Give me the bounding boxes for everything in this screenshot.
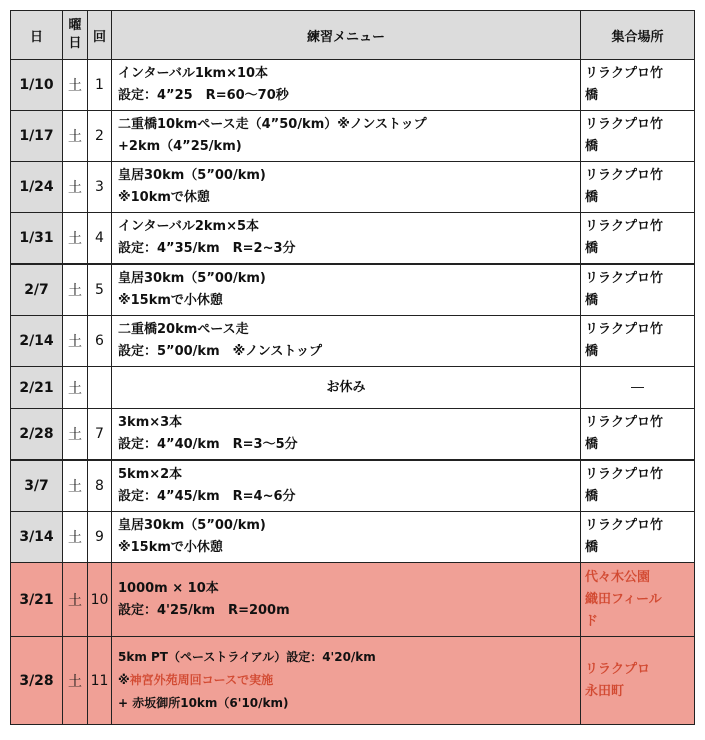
menu-cell bbox=[112, 162, 581, 213]
place-line: 橋 bbox=[585, 489, 599, 504]
date-cell: 2/14 bbox=[11, 316, 63, 367]
no-cell bbox=[88, 367, 112, 409]
place-line: リラクプロ竹 bbox=[585, 168, 664, 183]
menu-line: 皇居30km（5”00/km) bbox=[118, 518, 266, 533]
menu-cell bbox=[112, 637, 581, 725]
dow-cell: 土 bbox=[63, 60, 88, 111]
table-row bbox=[11, 60, 695, 111]
place-cell bbox=[581, 111, 695, 162]
menu-line: 5km PT（ペーストライアル）設定：4'20/km bbox=[118, 650, 376, 664]
header-dow-line2: 日 bbox=[68, 36, 82, 51]
no-cell: 3 bbox=[88, 162, 112, 213]
date-cell: 2/7 bbox=[11, 264, 63, 316]
place-line: 橋 bbox=[585, 190, 599, 205]
header-no: 回 bbox=[88, 11, 112, 60]
menu-line: 設定：5”00/km ※ノンストップ bbox=[118, 344, 322, 359]
place-cell bbox=[581, 409, 695, 461]
menu-line: 設定：4”25 R=60〜70秒 bbox=[118, 88, 289, 103]
menu-cell bbox=[112, 512, 581, 563]
header-place: 集合場所 bbox=[581, 11, 695, 60]
menu-line: 設定：4”45/km R=4~6分 bbox=[118, 489, 296, 504]
table-row bbox=[11, 460, 695, 512]
header-dow-line1: 曜 bbox=[68, 18, 82, 33]
menu-cell bbox=[112, 60, 581, 111]
date-cell: 1/17 bbox=[11, 111, 63, 162]
table-row bbox=[11, 409, 695, 461]
menu-note-red: 神宮外苑周回コースで実施 bbox=[129, 673, 274, 687]
place-line: リラクプロ竹 bbox=[585, 117, 664, 132]
menu-cell bbox=[112, 460, 581, 512]
place-cell: ― bbox=[581, 367, 695, 409]
date-cell: 1/10 bbox=[11, 60, 63, 111]
menu-line: ※15kmで小休憩 bbox=[118, 540, 223, 555]
menu-line: 皇居30km（5”00/km) bbox=[118, 271, 266, 286]
place-line: 橋 bbox=[585, 344, 599, 359]
place-line: 橋 bbox=[585, 139, 599, 154]
place-line: ド bbox=[585, 613, 599, 629]
rest-cell: お休み bbox=[112, 367, 581, 409]
menu-line: + 赤坂御所10km（6'10/km) bbox=[118, 696, 289, 710]
date-cell: 3/28 bbox=[11, 637, 63, 725]
dow-cell: 土 bbox=[63, 637, 88, 725]
table-row-highlight bbox=[11, 637, 695, 725]
date-cell: 3/21 bbox=[11, 563, 63, 637]
schedule-table bbox=[10, 10, 695, 725]
no-cell: 9 bbox=[88, 512, 112, 563]
place-cell bbox=[581, 316, 695, 367]
place-cell bbox=[581, 264, 695, 316]
place-line: 橋 bbox=[585, 88, 599, 103]
menu-line: インターバル2km×5本 bbox=[118, 219, 260, 234]
menu-line: 3km×3本 bbox=[118, 415, 183, 430]
no-cell: 8 bbox=[88, 460, 112, 512]
table-row bbox=[11, 316, 695, 367]
place-line: 橋 bbox=[585, 540, 599, 555]
dow-cell: 土 bbox=[63, 512, 88, 563]
table-row bbox=[11, 264, 695, 316]
date-cell: 2/28 bbox=[11, 409, 63, 461]
header-dow bbox=[63, 11, 88, 60]
header-menu: 練習メニュー bbox=[112, 11, 581, 60]
menu-line: +2km（4”25/km) bbox=[118, 139, 242, 154]
place-cell bbox=[581, 460, 695, 512]
menu-line: 二重橋20kmペース走 bbox=[118, 322, 249, 337]
menu-line: インターバル1km×10本 bbox=[118, 66, 269, 81]
no-cell: 6 bbox=[88, 316, 112, 367]
place-line: リラクプロ竹 bbox=[585, 66, 664, 81]
menu-cell bbox=[112, 563, 581, 637]
date-cell: 3/7 bbox=[11, 460, 63, 512]
place-line: 代々木公園 bbox=[585, 569, 651, 585]
place-line: 橋 bbox=[585, 293, 599, 308]
place-line: リラクプロ竹 bbox=[585, 271, 664, 286]
place-line: リラクプロ竹 bbox=[585, 467, 664, 482]
menu-line: 5km×2本 bbox=[118, 467, 183, 482]
place-line: リラクプロ竹 bbox=[585, 322, 664, 337]
menu-cell bbox=[112, 409, 581, 461]
place-line: リラクプロ竹 bbox=[585, 219, 664, 234]
place-cell bbox=[581, 637, 695, 725]
place-line: リラクプロ竹 bbox=[585, 415, 664, 430]
place-line: リラクプロ竹 bbox=[585, 518, 664, 533]
menu-cell bbox=[112, 213, 581, 265]
menu-cell bbox=[112, 111, 581, 162]
dow-cell: 土 bbox=[63, 367, 88, 409]
place-line: 橋 bbox=[585, 241, 599, 256]
table-row-highlight bbox=[11, 563, 695, 637]
date-cell: 3/14 bbox=[11, 512, 63, 563]
menu-cell bbox=[112, 264, 581, 316]
no-cell: 11 bbox=[88, 637, 112, 725]
place-line: 橋 bbox=[585, 437, 599, 452]
no-cell: 7 bbox=[88, 409, 112, 461]
place-cell bbox=[581, 162, 695, 213]
menu-line: ※10kmで休憩 bbox=[118, 190, 210, 205]
menu-line: 設定：4”35/km R=2~3分 bbox=[118, 241, 296, 256]
dow-cell: 土 bbox=[63, 316, 88, 367]
dow-cell: 土 bbox=[63, 213, 88, 265]
date-cell: 1/24 bbox=[11, 162, 63, 213]
no-cell: 4 bbox=[88, 213, 112, 265]
menu-line: ※15kmで小休憩 bbox=[118, 293, 223, 308]
place-cell bbox=[581, 60, 695, 111]
no-cell: 1 bbox=[88, 60, 112, 111]
menu-cell bbox=[112, 316, 581, 367]
menu-line: 設定：4'25/km R=200m bbox=[118, 602, 290, 618]
dow-cell: 土 bbox=[63, 409, 88, 461]
place-line: 永田町 bbox=[585, 683, 625, 699]
dow-cell: 土 bbox=[63, 264, 88, 316]
dow-cell: 土 bbox=[63, 111, 88, 162]
no-cell: 5 bbox=[88, 264, 112, 316]
place-cell bbox=[581, 563, 695, 637]
header-date: 日 bbox=[11, 11, 63, 60]
table-row bbox=[11, 111, 695, 162]
table-row bbox=[11, 367, 695, 409]
menu-line: 設定：4”40/km R=3〜5分 bbox=[118, 437, 298, 452]
place-cell bbox=[581, 213, 695, 265]
place-cell bbox=[581, 512, 695, 563]
date-cell: 1/31 bbox=[11, 213, 63, 265]
table-row bbox=[11, 213, 695, 265]
table-row bbox=[11, 512, 695, 563]
place-line: 織田フィール bbox=[585, 591, 662, 607]
no-cell: 2 bbox=[88, 111, 112, 162]
no-cell: 10 bbox=[88, 563, 112, 637]
menu-line: 二重橋10kmペース走（4”50/km）※ノンストップ bbox=[118, 117, 427, 132]
header-row bbox=[11, 11, 695, 60]
menu-line: 皇居30km（5”00/km) bbox=[118, 168, 266, 183]
place-line: リラクプロ bbox=[585, 661, 651, 677]
menu-note-mark: ※ bbox=[118, 673, 130, 687]
date-cell: 2/21 bbox=[11, 367, 63, 409]
table-row bbox=[11, 162, 695, 213]
dow-cell: 土 bbox=[63, 563, 88, 637]
dow-cell: 土 bbox=[63, 162, 88, 213]
dow-cell: 土 bbox=[63, 460, 88, 512]
menu-line: 1000m × 10本 bbox=[118, 580, 219, 596]
